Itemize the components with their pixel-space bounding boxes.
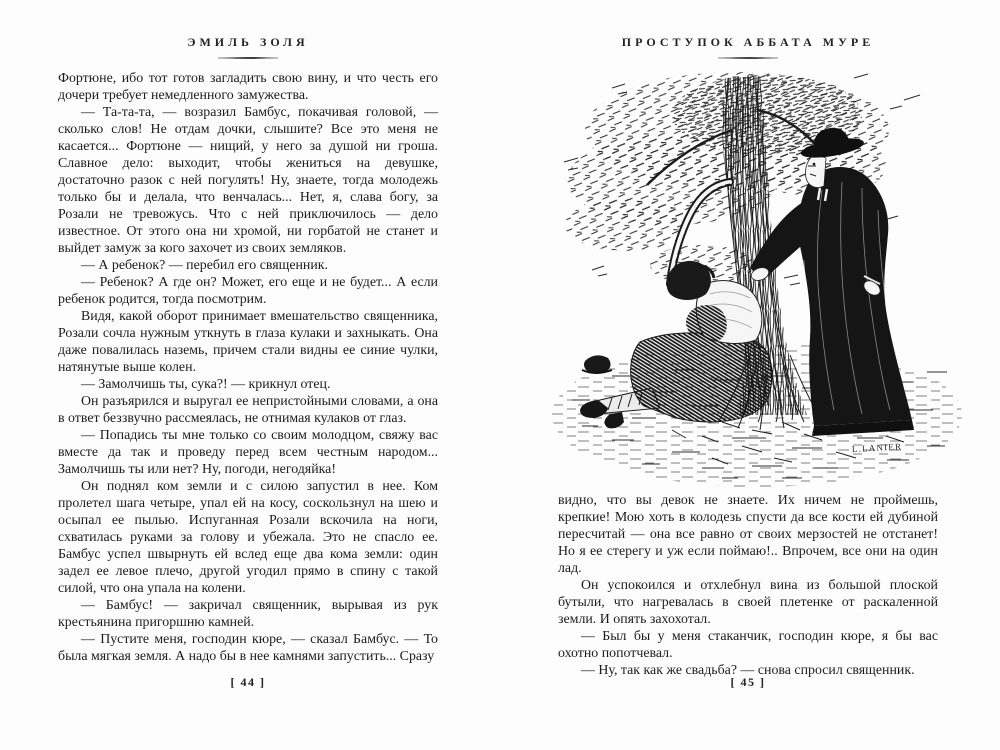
running-head-author: ЭМИЛЬ ЗОЛЯ [187, 35, 309, 49]
header-rule [218, 56, 278, 60]
page-number-right: [ 45 ] [730, 675, 766, 689]
header-rule [718, 56, 778, 60]
paragraph: Фортюне, ибо тот готов загладить свою вину, и что честь его дочери требует немедленного замужества. [58, 71, 438, 103]
illustration-signature: L.LANIER [851, 441, 903, 454]
running-head-title: ПРОСТУПОК АББАТА МУРЕ [621, 35, 875, 49]
paragraph: Он разъярился и выругал ее непристойными словами, а она в ответ беззвучно рассмеялась, не отнимая кулаков от глаз. [58, 394, 438, 426]
page-number-left: [ 44 ] [230, 675, 266, 689]
seated-figure [580, 261, 772, 429]
paragraph: — Попадись ты мне только со своим молодцом, свяжу вас вместе да так и проведу перед всем честным народом... Замолчишь ты или нет? Ну, погоди, негодяйка! [58, 428, 438, 477]
paragraph: — Был бы у меня стаканчик, господин кюре, я бы вас охотно попотчевал. [558, 629, 938, 661]
paragraph: — Бамбус! — закричал священник, вырывая из рук крестьянина пригоршню камней. [58, 598, 438, 630]
paragraph: видно, что вы девок не знаете. Их ничем не проймешь, крепкие! Мою хоть в колодезь спусти да все кости ей дубиной пересчитай — она все равно от своих мерзостей не отстанет! Но я ее стерегу и уж если поймаю!.. Впрочем, все они на один лад. [558, 493, 938, 576]
right-page [558, 0, 938, 750]
paragraph: — Ребенок? А где он? Может, его еще и не будет... А если ребенок родится, тогда посмотрим. [58, 275, 438, 307]
paragraph: Видя, какой оборот принимает вмешательство священника, Розали сочла нужным уткнуть в глаза кулаки и захныкать. Она даже повалилась наземь, причем стали видны ее синие чулки, натянутые выше колен. [58, 309, 438, 375]
right-page-text [558, 492, 938, 678]
paragraph: Он поднял ком земли и с силою запустил в нее. Ком пролетел шага четыре, упал ей на косу, соскользнул на шею и осыпал ее пылью. Испуганная Розали вскочила на ноги, схватилась руками за голову и убежала. Это не спасло ее. Бамбус успел швырнуть ей вслед еще два кома земли: один задел ее левое плечо, другой угодил прямо в спину с такой силой, что она упала на колени. [58, 479, 438, 596]
book-illustration [552, 70, 968, 488]
paragraph: — Пустите меня, господин кюре, — сказал Бамбус. — То была мягкая земля. А надо бы в нее камнями запустить... Сразу [58, 632, 438, 664]
paragraph: — А ребенок? — перебил его священник. [81, 258, 329, 273]
paragraph: Он успокоился и отхлебнул вина из большой плоской бутыли, что нагревалась в своей плетенке от раскаленной земли. И опять захохотал. [558, 578, 938, 627]
paragraph: — Ну, так как же свадьба? — снова спросил священник. [581, 663, 915, 678]
paragraph: — Замолчишь ты, сука?! — крикнул отец. [81, 377, 331, 392]
left-page-text [58, 70, 438, 670]
paragraph: — Та-та-та, — возразил Бамбус, покачивая головой, — сколько слов! Не отдам дочки, слышите? Все это меня не касается... Фортюне — нищий, у него за душой ни гроша. Славное дело: выходит, чтобы жениться на девушке, достаточно разок с ней погулять! Ну, знаете, тогда молодежь только бы и делала, что венчалась... Нет, я, слава богу, за Розали не тревожусь. Что с ней приключилось — дело известное. От этого она ни хромой, ни горбатой не станет и выйдет замуж за кого захочет из своих земляков. [58, 105, 438, 256]
left-page [58, 0, 438, 750]
